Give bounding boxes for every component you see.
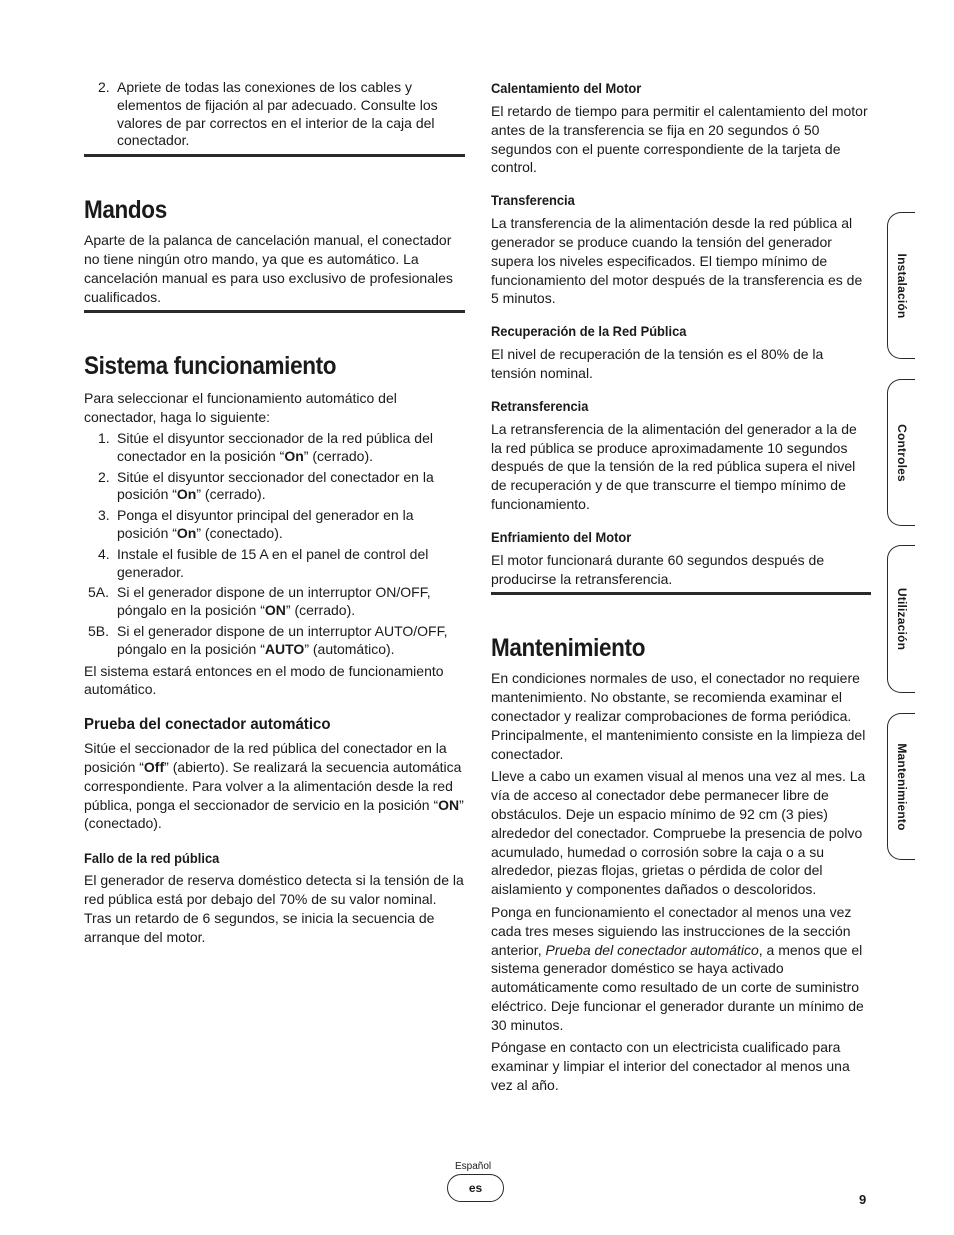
sistema-step: [84, 546, 465, 582]
sistema-step: [84, 507, 465, 543]
enfriamiento-body: El motor funcionará durante 60 segundos después de producirse la retransferencia.: [491, 551, 825, 587]
step-number: 1.: [98, 429, 110, 446]
mantenimiento-p3: [491, 903, 871, 1035]
tab-mantenimiento[interactable]: [887, 713, 915, 860]
tab-label-controles: Controles: [894, 423, 909, 482]
step-number: 3.: [98, 507, 110, 524]
mantenimiento-p2: Lleve a cabo un examen visual al menos una vez al mes. La vía de acceso al conectador debe permanecer libre de obstáculos. Deje un espacio mínimo de 92 cm (3 pies) alrededor del conectador. Compruebe la presencia de polvo acumulado, humedad o corrosión sobre la caja o a su alrededor, piezas flojas, grietas o pérdida de color del aislamiento y componentes dañados o descoloridos.: [491, 768, 866, 898]
retransferencia-body: La retransferencia de la alimentación del generador a la de la red pública se produce aproximadamente 10 segundos después de que la tensión de la red pública supera el nivel de recuperación y de que transcurre el tiempo mínimo de funcionamiento.: [491, 420, 857, 512]
step-text-bold: AUTO: [264, 640, 305, 657]
tab-label-utilizacion: Utilización: [894, 587, 909, 651]
step-number: 2.: [98, 468, 110, 485]
intro-list: [84, 79, 465, 150]
step-text-post: ” (conectado).: [196, 524, 283, 541]
step-text-post: ” (cerrado).: [196, 486, 266, 503]
mantenimiento-p1: En condiciones normales de uso, el conectador no requiere mantenimiento. No obstante, se recomienda examinar el conectador y realizar comprobaciones de forma periódica. Principalmente, el mantenimiento consiste en la limpieza del conectador.: [491, 670, 866, 762]
mantenimiento-p3-text-2: , a menos que el sistema generador doméstico se haya activado automáticamente como resultado de un corte de suministro eléctrico. Deje funcionar el generador durante un mínimo de 30 minutos.: [491, 941, 864, 1033]
mantenimiento-p3-italic: Prueba del conectador automático: [545, 941, 759, 958]
section-divider: [84, 154, 465, 157]
mantenimiento-p3-text-1: Ponga en funcionamiento el conectador al menos una vez cada tres meses siguiendo las instrucciones de la sección anterior,: [491, 903, 852, 958]
step-text-pre: Instale el fusible de 15 A en el panel de control del generador.: [117, 545, 429, 580]
list-item: [84, 79, 465, 150]
prueba-bold-off: Off: [143, 758, 165, 775]
recuperacion-body: El nivel de recuperación de la tensión es el 80% de la tensión nominal.: [491, 346, 824, 381]
subsection-title-calentamiento: Calentamiento del Motor: [491, 80, 642, 96]
calentamiento-body: El retardo de tiempo para permitir el calentamiento del motor antes de la transferencia se fija en 20 segundos ó 50 segundos con el puente correspondiente de la tarjeta de control.: [491, 103, 868, 176]
prueba-bold-on: ON: [438, 796, 460, 813]
step-text-bold: On: [176, 524, 197, 541]
tab-label-mantenimiento: Mantenimiento: [894, 742, 909, 831]
section-divider: [84, 310, 465, 313]
sistema-steps: [84, 430, 465, 659]
mandos-body: Aparte de la palanca de cancelación manual, el conectador no tiene ningún otro mando, ya que es automático. La cancelación manual es para uso exclusivo de profesionales cualificados.: [84, 232, 453, 305]
step-number: 5A.: [88, 584, 110, 601]
section-title-mantenimiento: Mantenimiento: [491, 634, 646, 663]
left-column: [84, 79, 465, 946]
tab-instalacion[interactable]: [887, 212, 915, 359]
transferencia-body: La transferencia de la alimentación desde la red pública al generador se produce cuando la tensión del generador supera los niveles especificados. El tiempo mínimo de funcionamiento del motor después de la transferencia es de 5 minutos.: [491, 215, 863, 307]
step-text-bold: On: [284, 447, 304, 464]
section-title-sistema: Sistema funcionamiento: [84, 352, 337, 381]
step-number: 5B.: [88, 622, 110, 639]
step-text: [117, 469, 465, 505]
step-text: [117, 623, 465, 659]
step-text-pre: Ponga el disyuntor principal del generador en la posición “: [117, 507, 414, 541]
right-column: [491, 79, 871, 1095]
step-text-bold: ON: [264, 602, 286, 619]
page-number: 9: [859, 1192, 867, 1207]
sistema-step: [84, 469, 465, 505]
list-item-text: Apriete de todas las conexiones de los cables y elementos de fijación al par adecuado. Consulte los valores de par correctos en el interior de la caja del conectador.: [117, 79, 438, 149]
step-text-bold: On: [176, 486, 197, 503]
prueba-text-2: ” (abierto). Se realizará la secuencia automática correspondiente. Para volver a la alimentación desde la red pública, ponga el seccionador de servicio en la posición “: [84, 758, 462, 813]
subsection-title-fallo: Fallo de la red pública: [84, 850, 220, 867]
subsection-title-recuperacion: Recuperación de la Red Pública: [491, 323, 687, 340]
list-item-number: 2.: [98, 79, 110, 95]
step-number: 4.: [98, 545, 110, 562]
sistema-step: [84, 430, 465, 466]
subsection-title-prueba: Prueba del conectador automático: [84, 716, 331, 734]
sistema-outro: El sistema estará entonces en el modo de funcionamiento automático.: [84, 662, 444, 698]
tab-controles[interactable]: [887, 379, 915, 526]
sistema-step: [84, 584, 465, 620]
step-text: [117, 430, 465, 466]
sistema-intro: Para seleccionar el funcionamiento automático del conectador, haga lo siguiente:: [84, 390, 397, 426]
prueba-text-1: Sitúe el seccionador de la red pública del conectador en la posición “: [84, 740, 447, 775]
step-text-pre: Si el generador dispone de un interruptor AUTO/OFF, póngalo en la posición “: [117, 622, 448, 657]
step-text-pre: Si el generador dispone de un interruptor ON/OFF, póngalo en la posición “: [117, 584, 431, 619]
prueba-text-3: ” (conectado).: [84, 796, 464, 832]
subsection-title-retransferencia: Retransferencia: [491, 397, 589, 414]
section-divider: [491, 592, 871, 595]
step-text-post: ” (cerrado).: [285, 602, 356, 619]
subsection-title-enfriamiento: Enfriamiento del Motor: [491, 528, 632, 545]
step-text-post: ” (cerrado).: [303, 447, 374, 464]
step-text: [117, 507, 465, 543]
step-text: [117, 546, 465, 582]
footer-language: Español: [455, 1161, 492, 1172]
section-title-mandos: Mandos: [84, 196, 167, 225]
step-text-pre: Sitúe el disyuntor seccionador de la red pública del conectador en la posición “: [117, 429, 433, 464]
step-text: [117, 584, 465, 620]
step-text-post: ” (automático).: [304, 640, 395, 657]
tab-label-instalacion: Instalación: [894, 253, 909, 318]
subsection-title-transferencia: Transferencia: [491, 192, 575, 209]
fallo-body: El generador de reserva doméstico detecta si la tensión de la red pública está por debajo del 70% de su valor nominal. Tras un retardo de 6 segundos, se inicia la secuencia de arranque del motor.: [84, 872, 464, 945]
prueba-body: [84, 739, 465, 833]
tab-utilizacion[interactable]: [887, 545, 915, 693]
mantenimiento-p4: Póngase en contacto con un electricista cualificado para examinar y limpiar el interior del conectador al menos una vez al año.: [491, 1039, 850, 1094]
step-text-pre: Sitúe el disyuntor seccionador del conectador en la posición “: [117, 468, 434, 503]
language-badge: es: [447, 1174, 504, 1202]
sistema-step: [84, 623, 465, 659]
